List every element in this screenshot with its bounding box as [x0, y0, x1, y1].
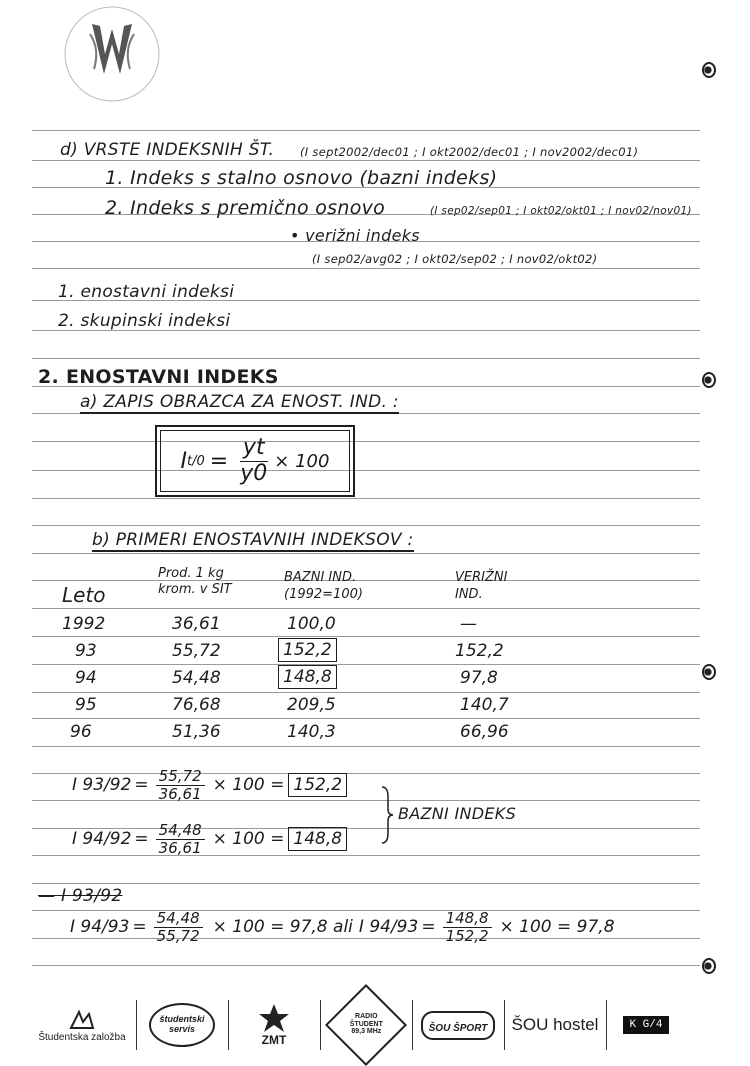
table-cell-price: 54,48 — [172, 668, 221, 688]
footer-logo-label: Študentska založba — [38, 1031, 126, 1043]
ruled-line — [32, 525, 700, 526]
section-d-title: d) VRSTE INDEKSNIH ŠT. — [60, 140, 275, 160]
table-cell-year: 1992 — [62, 614, 106, 634]
footer-logo-label: ŠOU hostel — [511, 1015, 599, 1034]
calc-eq-3-den-2: 152,2 — [445, 926, 489, 945]
table-header-base-index: BAZNI IND. (1992=100) — [284, 570, 363, 602]
footer-divider — [320, 1000, 321, 1050]
calc-eq-3-tail-2: × 100 = 97,8 — [499, 917, 615, 937]
table-cell-base: 140,3 — [287, 722, 336, 742]
formula-denominator: y0 — [240, 460, 268, 486]
crossed-out-index: — I 93/92 — [38, 886, 123, 906]
ruled-line — [32, 965, 700, 966]
calc-eq-1-result: 152,2 — [288, 773, 347, 797]
ruled-line — [32, 130, 700, 131]
calc-eq-2-num: 54,48 — [156, 822, 205, 840]
calc-eq-3-den: 55,72 — [156, 926, 200, 945]
table-header-chain-index: VERIŽNI IND. — [455, 570, 508, 602]
footer-page-code — [616, 996, 676, 1054]
index-type-2: 2. skupinski indeksi — [58, 311, 231, 331]
calc-eq-2-result: 148,8 — [288, 827, 347, 851]
formula-lhs: I — [180, 448, 188, 474]
ruled-line — [32, 498, 700, 499]
formula-lhs-sub: t/0 — [187, 453, 205, 469]
ruled-line — [32, 718, 700, 719]
section-d-item-2-refs: (I sep02/sep01 ; I okt02/okt01 ; I nov02/nov01) — [430, 205, 692, 217]
footer-divider — [412, 1000, 413, 1050]
ruled-line — [32, 692, 700, 693]
footer-divider — [504, 1000, 505, 1050]
formula-fraction — [237, 436, 270, 485]
calc-eq-2-tail: × 100 = — [212, 829, 285, 849]
section-d-item-1: 1. Indeks s stalno osnovo (bazni indeks) — [105, 167, 498, 189]
footer-logo-label: RADIO ŠTUDENT 89,3 MHz — [349, 1013, 383, 1036]
table-cell-base: 209,5 — [287, 695, 336, 715]
calc-eq-2: I 94/92 = $\frac{54,48}{36,61}$ × 100 = 148,8 — [72, 822, 347, 856]
ruled-line — [32, 664, 700, 665]
calc-eq-1-tail: × 100 = — [212, 775, 285, 795]
table-cell-chain: 66,96 — [460, 722, 509, 742]
calc-eq-1-lhs: I 93/92 — [72, 775, 132, 795]
calc-eq-3-fraction — [154, 910, 203, 944]
table-cell-year: 96 — [70, 722, 92, 742]
binder-hole-icon — [702, 62, 716, 78]
table-cell-chain: 152,2 — [455, 641, 504, 661]
table-cell-price: 76,68 — [172, 695, 221, 715]
section-d-item-2-sub: • verižni indeks — [290, 226, 420, 245]
footer-logo-label: ŠOU ŠPORT — [428, 1022, 488, 1034]
ruled-line — [32, 746, 700, 747]
formula-box: I t/0 = $\frac{yt}{y0}$ × 100 — [155, 425, 355, 497]
binder-hole-icon — [702, 664, 716, 680]
table-header-price: Prod. 1 kg krom. v SIT — [158, 566, 232, 598]
brace-label: BAZNI INDEKS — [398, 804, 517, 823]
ruled-line — [32, 441, 700, 442]
formula-numerator: yt — [240, 436, 268, 461]
calc-eq-3-num-2: 148,8 — [443, 910, 492, 928]
footer-page-code-label: K G/4 — [623, 1016, 668, 1034]
ruled-line — [32, 883, 700, 884]
calc-eq-2-den: 36,61 — [158, 838, 202, 857]
ruled-line — [32, 160, 700, 161]
calc-eq-1-den: 36,61 — [158, 784, 202, 803]
seal-logo-icon — [62, 4, 162, 104]
table-cell-chain: — — [460, 614, 477, 634]
calc-eq-2-fraction — [156, 822, 205, 856]
table-cell-base: 100,0 — [287, 614, 336, 634]
table-cell-price: 36,61 — [172, 614, 221, 634]
binder-hole-icon — [702, 958, 716, 974]
table-cell-year: 93 — [75, 641, 97, 661]
section-2-title: 2. ENOSTAVNI INDEKS — [38, 366, 279, 388]
ruled-line — [32, 470, 700, 471]
footer-logo-label: študentski servis — [159, 1014, 205, 1034]
table-cell-base: 148,8 — [278, 665, 337, 689]
table-cell-base: 152,2 — [278, 638, 337, 662]
calc-eq-3-lhs-2: I 94/93 — [358, 917, 419, 937]
ruled-line — [32, 636, 700, 637]
section-d-item-2: 2. Indeks s premično osnovo — [105, 197, 386, 219]
calc-eq-3: I 94/93 = $\frac{54,48}{55,72}$ × 100 = 97,8 ali I 94/93 = $\frac{148,8}{152,2}$ × 100 = 97,8 — [70, 909, 615, 945]
footer-logo-studentska-zalozba — [32, 996, 132, 1054]
section-2a-title: a) ZAPIS OBRAZCA ZA ENOST. IND. : — [80, 392, 399, 412]
table-cell-year: 94 — [75, 668, 97, 688]
binder-hole-icon — [702, 372, 716, 388]
table-header-year: Leto — [62, 583, 106, 607]
table-cell-price: 51,36 — [172, 722, 221, 742]
footer-logo-radio-student — [326, 996, 406, 1054]
calc-eq-1-num: 55,72 — [156, 768, 205, 786]
section-d-item-2-sub-refs: (I sep02/avg02 ; I okt02/sep02 ; I nov02/okt02) — [312, 252, 598, 266]
formula-multiplier: × 100 — [274, 450, 330, 472]
calc-eq-3-num: 54,48 — [154, 910, 203, 928]
ruled-line — [32, 608, 700, 609]
calc-eq-2-lhs: I 94/92 — [72, 829, 132, 849]
zmt-star-icon — [257, 1003, 291, 1033]
footer-logo-zmt — [234, 996, 314, 1054]
table-cell-price: 55,72 — [172, 641, 221, 661]
ruled-line — [32, 553, 700, 554]
brace-icon — [380, 785, 394, 845]
calc-eq-3-tail: × 100 = 97,8 ali — [212, 917, 353, 937]
calc-eq-3-fraction-2 — [443, 910, 492, 944]
university-seal — [62, 4, 162, 104]
footer-divider — [606, 1000, 607, 1050]
footer-logo-label: ZMT — [261, 1033, 287, 1047]
footer-divider — [136, 1000, 137, 1050]
table-cell-chain: 140,7 — [460, 695, 509, 715]
index-type-1: 1. enostavni indeksi — [58, 282, 235, 302]
section-2b-title: b) PRIMERI ENOSTAVNIH INDEKSOV : — [92, 530, 414, 550]
ruled-line — [32, 268, 700, 269]
calc-eq-1-fraction — [156, 768, 205, 802]
footer-logo-sou-sport — [418, 996, 498, 1054]
table-cell-chain: 97,8 — [460, 668, 498, 688]
footer-logo-sou-hostel — [510, 996, 600, 1054]
footer-divider — [228, 1000, 229, 1050]
footer-logo-studentski-servis — [142, 996, 222, 1054]
ruled-line — [32, 358, 700, 359]
calc-eq-3-lhs: I 94/93 — [70, 917, 130, 937]
calc-eq-1: I 93/92 = $\frac{55,72}{36,61}$ × 100 = 152,2 — [72, 768, 347, 802]
footer-logo-bar — [32, 996, 716, 1054]
zalozba-logo-icon — [67, 1008, 97, 1032]
table-cell-year: 95 — [75, 695, 97, 715]
section-d-refs: (I sept2002/dec01 ; I okt2002/dec01 ; I nov2002/dec01) — [300, 145, 639, 159]
